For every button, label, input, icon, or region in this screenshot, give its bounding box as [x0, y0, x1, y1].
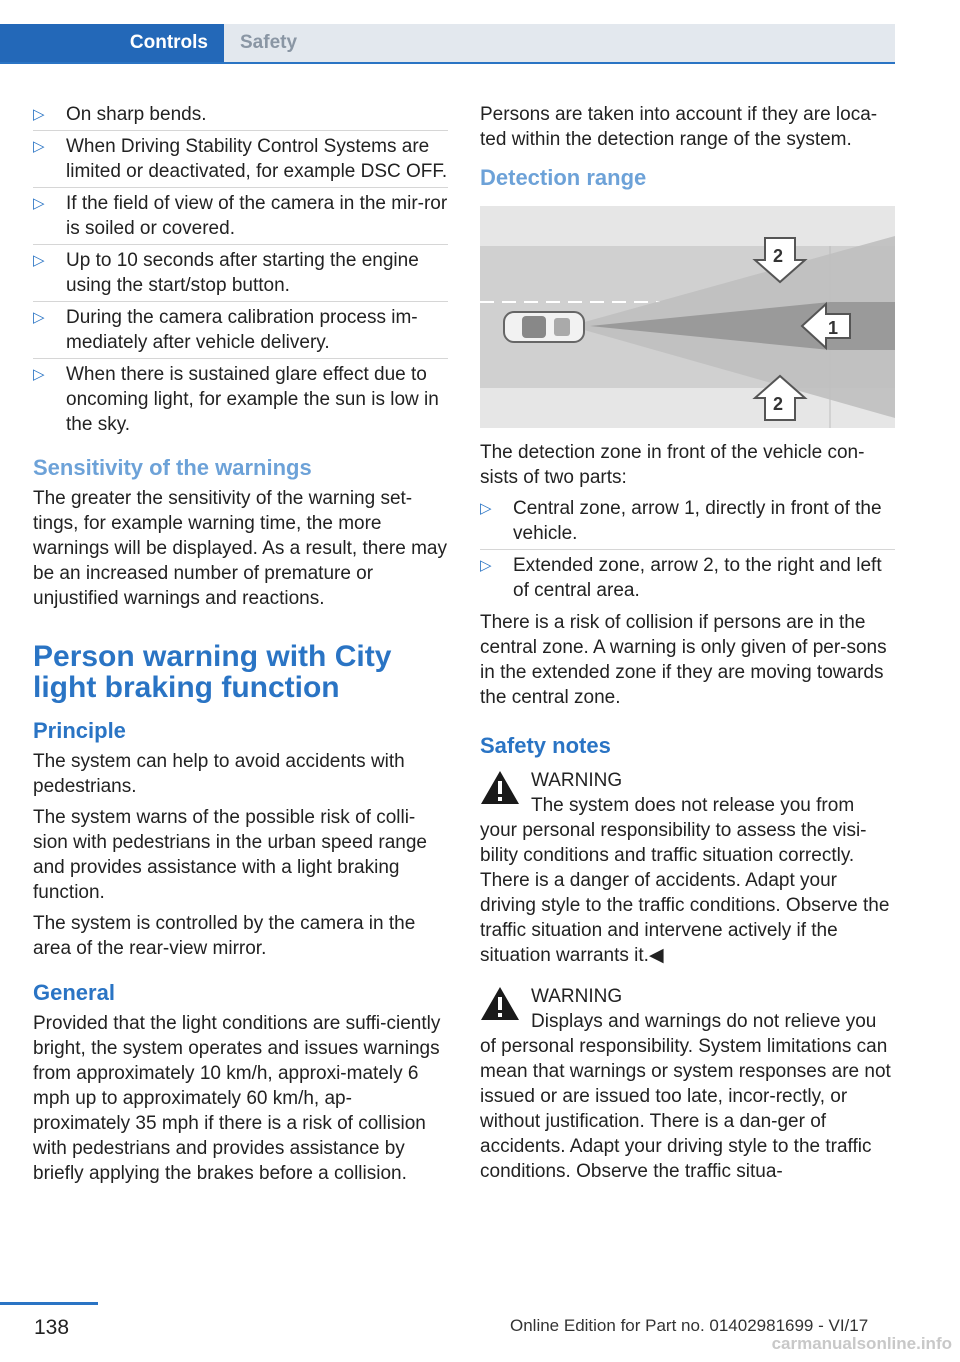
triangle-right-icon: ▷ [33, 366, 45, 383]
triangle-right-icon: ▷ [33, 252, 45, 269]
warning-triangle-icon [480, 986, 520, 1021]
list-item: ▷ When Driving Stability Control Systems are limited or deactivated, for example DSC OFF. [33, 130, 448, 187]
risk-text: There is a risk of collision if persons are in the central zone. A warning is only given of per‐sons in the extended zone if they are moving towards the central zone. [480, 612, 887, 708]
edition-text: Online Edition for Part no. 01402981699 - VI/17 [510, 1316, 869, 1335]
warning-triangle-icon [480, 770, 520, 805]
triangle-right-icon: ▷ [480, 500, 492, 517]
principle-heading: Principle [33, 718, 126, 743]
tab-controls[interactable]: Controls [0, 24, 224, 62]
footer-accent-line [0, 1302, 98, 1305]
car-icon [504, 312, 584, 342]
triangle-right-icon: ▷ [480, 557, 492, 574]
watermark: carmanualsonline.info [771, 1334, 952, 1353]
arrow-2-top-label: 2 [773, 246, 784, 266]
limitations-list [33, 102, 448, 440]
principle-paragraph-2: The system warns of the possible risk of colli‐sion with pedestrians in the urban speed range and provides assistance with a light braking function. [33, 807, 427, 903]
warning-2-title: WARNING [531, 986, 623, 1007]
general-heading: General [33, 980, 115, 1005]
warning-1-title: WARNING [531, 770, 623, 791]
list-item: ▷ Up to 10 seconds after starting the engine using the start/stop button. [33, 244, 448, 301]
triangle-right-icon: ▷ [33, 309, 45, 326]
principle-paragraph-3: The system is controlled by the camera in the area of the rear-view mirror. [33, 913, 416, 959]
list-item: ▷ Extended zone, arrow 2, to the right and left of central area. [480, 549, 895, 606]
detection-text: The detection zone in front of the vehicle con‐sists of two parts: [480, 442, 865, 488]
list-item: ▷ On sharp bends. [33, 104, 207, 125]
left-column [33, 102, 448, 1192]
general-text: Provided that the light conditions are suffi‐ciently bright, the system operates and issues warnings from approximately 10 km/h, approxi‐mately 6 mph up to approximately 60 km/h, ap‐proximately 35 mph if there is a risk of collision with pedestrians and provides assistance by briefly applying the brakes before a collision. [33, 1013, 441, 1184]
list-item: ▷ During the camera calibration process im‐mediately after vehicle delivery. [33, 301, 448, 358]
safety-heading: Safety notes [480, 733, 611, 758]
right-column [480, 102, 895, 1184]
triangle-right-icon: ▷ [33, 138, 45, 155]
warning-2-text: Displays and warnings do not relieve you of personal responsibility. System limitations can mean that warnings or system responses are not issued or are issued too late, incor‐rectly, or without justification. There is a dan‐ger of accidents. Adapt your driving style to the traffic conditions. Observe the traffic situa‐ [480, 1011, 891, 1182]
header-tabbar [0, 0, 895, 64]
page-number: 138 [34, 1316, 70, 1339]
warning-block-1 [480, 768, 895, 968]
detection-range-diagram [480, 206, 895, 428]
arrow-1-label: 1 [828, 318, 839, 338]
list-item: ▷ If the field of view of the camera in the mir‐ror is soiled or covered. [33, 187, 448, 244]
warning-1-text: The system does not release you from your personal responsibility to assess the visi‐bility conditions and traffic situation correctly. There is a danger of accidents. Adapt your driving style to the traffic conditions. Observe the traffic situation and intervene actively if the situation warrants it.◀ [480, 795, 890, 966]
intro-text: Persons are taken into account if they are loca‐ted within the detection range of the system. [480, 104, 878, 150]
arrow-2-bottom-label: 2 [773, 394, 784, 414]
warning-block-2 [480, 984, 895, 1184]
sensitivity-text: The greater the sensitivity of the warning set‐tings, for example warning time, the more warnings will be displayed. As a result, there may be an increased number of premature or unjustified warnings and reactions. [33, 488, 447, 609]
list-item: ▷ Central zone, arrow 1, directly in front of the vehicle. [480, 498, 882, 544]
list-item: ▷ When there is sustained glare effect due to oncoming light, for example the sun is low in the sky. [33, 358, 448, 440]
section-title: Person warning with City light braking function [33, 640, 392, 704]
principle-paragraph-1: The system can help to avoid accidents with pedestrians. [33, 751, 405, 797]
triangle-right-icon: ▷ [33, 106, 45, 123]
tab-safety[interactable]: Safety [224, 24, 895, 62]
zones-list [480, 496, 895, 606]
triangle-right-icon: ▷ [33, 195, 45, 212]
detection-heading: Detection range [480, 165, 647, 190]
sensitivity-heading: Sensitivity of the warnings [33, 455, 312, 480]
